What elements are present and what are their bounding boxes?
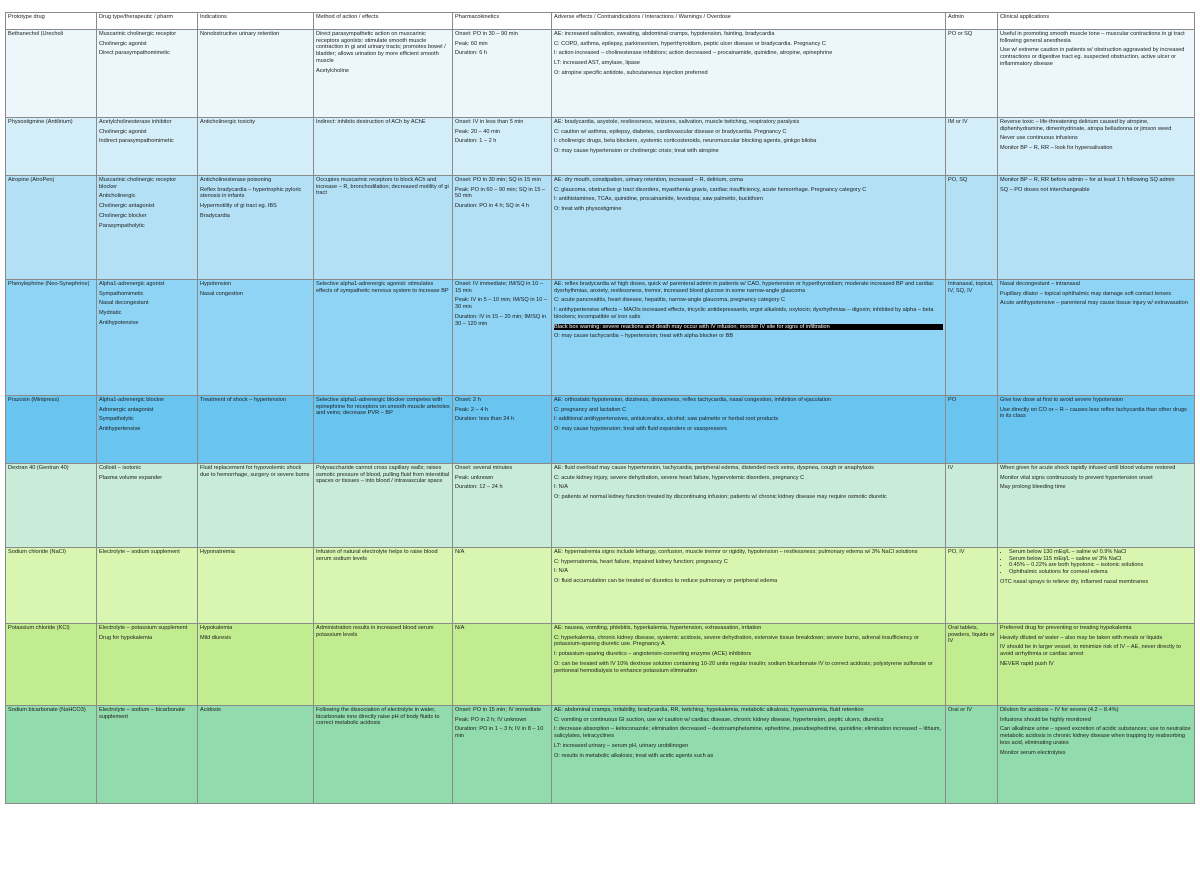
cell-text: Cholinergic agonist	[99, 40, 147, 47]
cell-pharmacokinetics	[453, 706, 552, 804]
table-body	[6, 30, 1195, 804]
cell-text: Duration: 6 h	[455, 50, 488, 57]
cell-text: Monitor serum electrolytes	[1000, 749, 1066, 756]
cell-text: PO, IV	[948, 549, 965, 555]
cell-text: Duration: PO in 1 – 3 h; IV in 8 – 10 min	[455, 726, 544, 740]
cell-text: Phenylephrine (Neo-Synephrine)	[8, 281, 90, 287]
cell-text: Sodium chloride (NaCl)	[8, 549, 66, 555]
cell-text: Antihypertensive	[99, 426, 141, 433]
cell-text: When given for acute shock rapidly infused until blood volume restored	[1000, 465, 1176, 471]
cell-text: Potassium chloride (KCl)	[8, 625, 70, 631]
cell-text: I: cholinergic drugs, beta blockers, systemic corticosteroids, neuromuscular blocking agents, ginkgo biloba	[554, 138, 817, 145]
cell-clinical-applications	[998, 548, 1195, 624]
cell-text: I: antihypertensive effects – MAOIs increased effects, tricyclic antidepressants, ergot alkaloids, oxytocin; dysrhythmias – digoxin; inhibited by alpha – beta blockers; incompatible w/ iron salts	[554, 307, 934, 320]
cell-text: I: action increased – cholinesterase inhibitors; action decreased – procainamide, quinidine, atropine, epinephrine	[554, 50, 833, 57]
cell-text: Selective alpha1-adrenergic agonist: stimulates effects of sympathetic nervous system to increase BP	[316, 281, 449, 294]
cell-text: C: acute pancreatitis, heart disease, hepatitis, narrow-angle glaucoma, pregnancy category C	[554, 297, 786, 304]
cell-text: AE: orthostatic hypotension, dizziness, drowsiness, reflex tachycardia, nasal congestion, inhibition of ejaculation	[554, 397, 832, 403]
cell-text: OTC nasal sprays to relieve dry, inflamed nasal membranes	[1000, 578, 1149, 585]
cell-text: O: treat with physostigmine	[554, 206, 622, 213]
bullet-list	[1009, 549, 1192, 576]
cell-adverse-effects	[552, 396, 946, 464]
cell-text: Peak: PO in 2 h; IV unknown	[455, 716, 527, 723]
cell-text: Nasal decongestant – intranasal	[1000, 281, 1080, 287]
cell-text: Never use continuous infusions	[1000, 135, 1078, 142]
cell-text: LT: increased urinary – serum pH, urinary urobilinogen	[554, 742, 689, 749]
table-row	[6, 706, 1195, 804]
cell-clinical-applications	[998, 706, 1195, 804]
cell-text: Atropine (AtroPen)	[8, 177, 55, 183]
cell-text: I: potassium-sparing diuretics – angiotensin-converting enzyme (ACE) inhibitors	[554, 651, 752, 658]
cell-text: Fluid replacement for hypovolemic shock due to hemorrhage, surgery or severe burns	[200, 465, 310, 478]
cell-text: Peak: 20 – 40 min	[455, 128, 501, 135]
cell-text: Duration: 1 – 2 h	[455, 138, 497, 145]
cell-adverse-effects	[552, 176, 946, 280]
cell-text: Acetylcholinesterase inhibitor	[99, 119, 172, 125]
cell-adverse-effects	[552, 464, 946, 548]
cell-text: I: decrease absorption – ketoconazole; elimination decreased – dextroamphetamine, ephedrine, pseudoephedrine, quinidine; elimination increased – lithium, salicylates, tetracyclines	[554, 726, 942, 740]
cell-text: Intranasal, topical, IV, SQ, IV	[948, 281, 994, 294]
table-header	[6, 13, 1195, 30]
cell-text: PO	[948, 397, 957, 403]
cell-prototype-drug	[6, 624, 97, 706]
cell-admin	[946, 118, 998, 176]
cell-text: Peak: 60 min	[455, 40, 488, 47]
cell-text: NEVER rapid push IV	[1000, 660, 1054, 667]
cell-prototype-drug	[6, 548, 97, 624]
cell-method-of-action	[314, 464, 453, 548]
cell-text: N/A	[455, 549, 465, 555]
cell-method-of-action	[314, 118, 453, 176]
table-row	[6, 548, 1195, 624]
table-row	[6, 118, 1195, 176]
cell-text: Onset: IV immediate; IM/SQ in 10 – 15 min	[455, 281, 543, 294]
cell-text: Reflex bradycardia – hypertrophic pyloric stenosis in infants	[200, 186, 302, 200]
cell-method-of-action	[314, 280, 453, 396]
cell-text: Onset: several minutes	[455, 465, 513, 471]
cell-text: C: caution w/ asthma, epilepsy, diabetes, cardiovascular disease or bradycardia. Pregnancy C	[554, 128, 787, 135]
col-header-prototype-drug: Prototype drug	[6, 13, 97, 30]
cell-text: Parasympatholytic	[99, 222, 145, 229]
cell-text: Acetylcholine	[316, 67, 349, 74]
cell-text: Colloid – isotonic	[99, 465, 142, 471]
cell-text: • Ophthalmic solutions for corneal edema	[1009, 569, 1192, 576]
table-row	[6, 30, 1195, 118]
col-header-method-of-action: Method of action / effects	[314, 13, 453, 30]
cell-admin	[946, 396, 998, 464]
cell-text: Alpha1-adrenergic blocker	[99, 397, 165, 403]
cell-text: Plasma volume expander	[99, 474, 163, 481]
cell-pharmacokinetics	[453, 30, 552, 118]
cell-indications	[198, 396, 314, 464]
cell-drug-type	[97, 548, 198, 624]
cell-adverse-effects	[552, 706, 946, 804]
cell-text: Following the dissociation of electrolyte in water, bicarbonate ions directly raise pH of body fluids to correct metabolic acidosis	[316, 707, 440, 727]
cell-drug-type	[97, 30, 198, 118]
cell-text: Mild diuresis	[200, 634, 232, 641]
cell-text: Infusion of natural electrolyte helps to raise blood serum sodium levels	[316, 549, 438, 562]
cell-text: Bethanechol (Urecholi	[8, 31, 64, 37]
cell-adverse-effects	[552, 624, 946, 706]
cell-text: Dilution for acidosis – IV for severe (4.2 – 8.4%)	[1000, 707, 1119, 713]
cell-pharmacokinetics	[453, 548, 552, 624]
cell-text: Preferred drug for preventing or treating hypokalemia	[1000, 625, 1132, 631]
cell-method-of-action	[314, 396, 453, 464]
cell-method-of-action	[314, 30, 453, 118]
cell-admin	[946, 548, 998, 624]
cell-text: Anticholinesterase poisoning	[200, 177, 272, 183]
col-header-indications: Indications	[198, 13, 314, 30]
cell-pharmacokinetics	[453, 280, 552, 396]
cell-text: Onset: PO in 15 min; IV immediate	[455, 707, 542, 713]
cell-text: • Serum below 130 mEq/L – saline w/ 0.9% NaCl	[1009, 549, 1192, 556]
cell-text: Can alkalinize urine – speed excretion of acidic substances; use to neutralize metabolic acidosis in chronic kidney disease when trapping by reabsorbing less acid, eliminating urates	[1000, 726, 1191, 746]
col-header-drug-type: Drug type/therapeutic / pharm	[97, 13, 198, 30]
cell-text: Electrolyte – potassium supplement	[99, 625, 188, 631]
cell-text: Polysaccharide cannot cross capillary walls; raises osmotic pressure of blood, pulling fluid from interstitial spaces or tissues – into blood / intravascular space	[316, 465, 450, 485]
cell-text: Muscarinic cholinergic receptor	[99, 31, 177, 37]
cell-text: Administration results in increased blood serum potassium levels	[316, 625, 434, 638]
cell-text: Oral tablets, powders, liquids or IV	[948, 625, 995, 645]
cell-text: O: patients w/ normal kidney function treated by discontinuing infusion; patients w/ chronic kidney disease may require osmotic diuretic	[554, 494, 887, 501]
cell-text: Dextran 40 (Gentran 40)	[8, 465, 69, 471]
table-row	[6, 464, 1195, 548]
cell-indications	[198, 176, 314, 280]
cell-adverse-effects	[552, 280, 946, 396]
cell-text: Treatment of shock – hypertension	[200, 397, 286, 403]
cell-clinical-applications	[998, 30, 1195, 118]
cell-text: Hypokalemia	[200, 625, 233, 631]
table-row	[6, 280, 1195, 396]
cell-text: AE: increased salivation, sweating, abdominal cramps, hypotension, fainting, bradycardia	[554, 31, 775, 37]
cell-indications	[198, 118, 314, 176]
cell-text: Hypotension	[200, 281, 232, 287]
cell-text: Monitor BP – R, RR – look for hypersalivation	[1000, 145, 1113, 152]
cell-text: C: hypernatremia, heart failure, impaired kidney function; pregnancy C	[554, 558, 728, 565]
cell-text: May prolong bleeding time	[1000, 484, 1066, 491]
cell-adverse-effects	[552, 118, 946, 176]
cell-text: Indirect: inhibits destruction of ACh by AChE	[316, 119, 426, 125]
cell-drug-type	[97, 280, 198, 396]
cell-text: Direct parasympathetic action on muscarinic receptors agonists: stimulate smooth muscle contraction in gi and urinary tracts; promotes bowel / bladder; allows urination by more efficient smooth muscle	[316, 31, 446, 64]
table-row	[6, 176, 1195, 280]
cell-indications	[198, 464, 314, 548]
cell-text: Peak: 2 – 4 h	[455, 406, 488, 413]
cell-pharmacokinetics	[453, 176, 552, 280]
cell-text: AE: dry mouth, constipation, urinary retention, increased – R, delirium, coma	[554, 177, 744, 183]
cell-text: IV	[948, 465, 954, 471]
cell-text: Duration: PO in 4 h; SQ in 4 h	[455, 203, 529, 210]
cell-clinical-applications	[998, 464, 1195, 548]
cell-prototype-drug	[6, 396, 97, 464]
cell-text: Acidosis	[200, 707, 221, 713]
cell-text: C: glaucoma, obstructive gi tract disorders, myasthenia gravis, cardiac insufficiency, acute hemorrhage. Pregnancy category C	[554, 186, 867, 193]
cell-text: O: may cause hypotension; treat with fluid expanders or vasopressors	[554, 426, 727, 433]
cell-text: Pupillary dilator – topical ophthalmic may damage soft contact lenses	[1000, 290, 1172, 297]
cell-text: Onset: IV in less than 5 min	[455, 119, 524, 125]
cell-text: AE: nausea, vomiting, phlebitis, hyperkalemia, hypertension, extravasation, irritation	[554, 625, 762, 631]
cell-text: Give low dose at first to avoid severe hypotension	[1000, 397, 1124, 403]
cell-text: AE: bradycardia, asystole, restlessness, seizures, salivation, muscle twitching, respiratory paralysis	[554, 119, 800, 125]
cell-text: IV should be in larger vessel, to minimize risk of IV – AE, never directly to avoid arrhythmia or cardiac arrest	[1000, 644, 1181, 658]
cell-text: Drug for hypokalemia	[99, 634, 153, 641]
cell-prototype-drug	[6, 464, 97, 548]
cell-text: Nasal congestion	[200, 290, 243, 297]
cell-text: O: can be treated with IV 10% dextrose solution containing 10-20 units regular insulin; sodium bicarbonate IV to correct acidosis; polystyrene sulfonate or peritoneal hemodialysis to enhance potassium elimination	[554, 660, 933, 674]
cell-text: Adrenergic antagonist	[99, 406, 154, 413]
cell-text: C: vomiting or continuous GI suction, use w/ caution w/ cardiac disease, chronic kidney disease, hypertension, peptic ulcers, diuretics	[554, 716, 884, 723]
cell-drug-type	[97, 464, 198, 548]
cell-text: IM or IV	[948, 119, 968, 125]
cell-text: Mydriatic	[99, 310, 122, 317]
cell-admin	[946, 176, 998, 280]
cell-text: Electrolyte – sodium supplement	[99, 549, 180, 555]
cell-text: Duration: less than 24 h	[455, 416, 515, 423]
cell-clinical-applications	[998, 176, 1195, 280]
col-header-admin: Admin	[946, 13, 998, 30]
cell-text: Peak: unknown	[455, 474, 494, 481]
cell-text: Direct parasympathomimetic	[99, 50, 170, 57]
cell-pharmacokinetics	[453, 118, 552, 176]
cell-text: AE: abdominal cramps, irritability, bradycardia, RR, twitching, hypokalemia, metabolic alkalosis, hypernatremia, fluid retention	[554, 707, 864, 713]
cell-text: Monitor vital signs continuously to prevent hypertension onset	[1000, 474, 1153, 481]
cell-text: Cholinergic antagonist	[99, 203, 155, 210]
cell-pharmacokinetics	[453, 396, 552, 464]
cell-drug-type	[97, 176, 198, 280]
cell-text: Sodium bicarbonate (NaHCO3)	[8, 707, 86, 713]
header-row	[6, 13, 1195, 30]
cell-adverse-effects	[552, 30, 946, 118]
cell-text: O: results in metabolic alkalosis; treat with acidic agents such as	[554, 752, 714, 759]
cell-text: Use w/ extreme caution in patients w/ obstruction aggravated by increased contractions or digestive tract eg. suspected obstruction, active ulcer or inflammatory disease	[1000, 47, 1185, 67]
cell-indications	[198, 30, 314, 118]
cell-indications	[198, 706, 314, 804]
cell-text: C: acute kidney injury, severe dehydration, severe heart failure, hypervolemic disorders, pregnancy C	[554, 474, 805, 481]
cell-admin	[946, 706, 998, 804]
cell-text: I: additional antihypertensives, antiulceratics, alcohol; saw palmetto or herbal root products	[554, 416, 779, 423]
cell-text: Anticholinergic toxicity	[200, 119, 256, 125]
cell-text: Antihypotensive	[99, 319, 139, 326]
col-header-adverse-effects: Adverse effects / Contraindications / Interactions / Warnings / Overdose	[552, 13, 946, 30]
cell-text: Infusions should be highly monitored	[1000, 716, 1091, 723]
cell-clinical-applications	[998, 624, 1195, 706]
cell-text: C: COPD, asthma, epilepsy, parkinsonism, hyperthyroidism, peptic ulcer disease or bradycardia. Pregnancy C	[554, 40, 826, 47]
cell-prototype-drug	[6, 706, 97, 804]
cell-text: Indirect parasympathomimetic	[99, 138, 174, 145]
cell-admin	[946, 624, 998, 706]
cell-text: C: pregnancy and lactation C	[554, 406, 627, 413]
cell-text: • Serum below 115 mEq/L – saline w/ 3% NaCl	[1009, 556, 1192, 563]
cell-method-of-action	[314, 706, 453, 804]
cell-text: O: may cause tachycardia – hypertension; treat with alpha blocker or BB	[554, 333, 734, 340]
cell-text: Sympatholytic	[99, 416, 134, 423]
cell-text: Duration: 12 – 24 h	[455, 484, 503, 491]
table-row	[6, 624, 1195, 706]
cell-admin	[946, 30, 998, 118]
cell-text: Oral or IV	[948, 707, 972, 713]
cell-text: Peak: IV in 5 – 10 min; IM/SQ in 10 – 30 min	[455, 297, 548, 311]
cell-indications	[198, 624, 314, 706]
cell-text: Anticholinergic	[99, 193, 136, 200]
col-header-clinical-applications: Clinical applications	[998, 13, 1195, 30]
cell-drug-type	[97, 396, 198, 464]
cell-text: Nasal decongestant	[99, 300, 149, 307]
cell-text: Hypermotility of gi tract eg. IBS	[200, 203, 277, 210]
cell-text: Heavily diluted w/ water – also may be taken with meals or liquids	[1000, 634, 1163, 641]
cell-text: I: N/A	[554, 484, 568, 491]
cell-method-of-action	[314, 624, 453, 706]
table-row	[6, 396, 1195, 464]
cell-text: Electrolyte – sodium – bicarbonate supplement	[99, 707, 185, 720]
cell-text: AE: fluid overload may cause hypertension, tachycardia, peripheral edema, distended neck veins, dyspnea, cough or anaphylaxis	[554, 465, 874, 471]
cell-text: Prazosin (Minipress)	[8, 397, 59, 403]
cell-clinical-applications	[998, 396, 1195, 464]
cell-drug-type	[97, 118, 198, 176]
cell-text: Cholinergic agonist	[99, 128, 147, 135]
cell-text: Nonobstructive urinary retention	[200, 31, 280, 37]
cell-clinical-applications	[998, 280, 1195, 396]
cell-clinical-applications	[998, 118, 1195, 176]
cell-text: PO or SQ	[948, 31, 973, 37]
drug-table	[5, 12, 1195, 804]
cell-text: • 0.45% – 0.22% are both hypotonic – isotonic solutions	[1009, 562, 1192, 569]
cell-text: Onset: PO in 30 min; SQ in 15 min	[455, 177, 541, 183]
cell-admin	[946, 280, 998, 396]
cell-text: Black box warning: severe reactions and death may occur with IV infusion; monitor IV site for signs of infiltration	[554, 324, 943, 331]
cell-drug-type	[97, 624, 198, 706]
cell-text: Onset: PO in 30 – 90 min	[455, 31, 518, 37]
cell-text: I: antihistamines, TCAs, quinidine, procainamide, levodopa; saw palmetto, buckthorn	[554, 196, 764, 203]
cell-text: LT: increased AST, amylase, lipase	[554, 60, 641, 67]
col-header-pharmacokinetics: Pharmacokinetics	[453, 13, 552, 30]
cell-text: Acute antihypotensive – parenteral may cause tissue injury w/ extravasation	[1000, 300, 1188, 307]
cell-text: Muscarinic cholinergic receptor blocker	[99, 177, 177, 190]
cell-text: Onset: 2 h	[455, 397, 481, 403]
cell-indications	[198, 548, 314, 624]
cell-text: Bradycardia	[200, 212, 230, 219]
cell-pharmacokinetics	[453, 464, 552, 548]
cell-text: PO, SQ	[948, 177, 968, 183]
cell-text: Occupies muscarinic receptors to block ACh and increase – R, bronchodilation; decreased motility of gi tract	[316, 177, 449, 197]
cell-text: Selective alpha1-adrenergic blocker competes with epinephrine for receptors on smooth muscle arterioles and veins; decrease PVR – BP	[316, 397, 450, 417]
cell-text: Reverse toxic – life-threatening delirium caused by atropine, diphenhydramine, dimenhydrinate, atropa belladonna or jimson weed	[1000, 119, 1172, 132]
cell-prototype-drug	[6, 176, 97, 280]
cell-text: Alpha1-adrenergic agonist	[99, 281, 165, 287]
cell-text: AE: hypernatremia signs include lethargy, confusion, muscle tremor or rigidity, hypotension – restlessness; pulmonary edema w/ 3% NaCl solutions	[554, 549, 918, 555]
cell-prototype-drug	[6, 30, 97, 118]
cell-text: Useful in promoting smooth muscle tone – muscular contractions in gi tract following general anesthesia	[1000, 31, 1185, 44]
cell-text: C: hyperkalemia, chronic kidney disease, systemic acidosis, severe dehydration, extensive tissue breakdown; severe burns, adrenal insufficiency or potassium-sparing diuretic use. Pregnancy A	[554, 634, 919, 648]
cell-prototype-drug	[6, 118, 97, 176]
cell-text: Physostigmine (Antilirium)	[8, 119, 73, 125]
cell-method-of-action	[314, 548, 453, 624]
cell-pharmacokinetics	[453, 624, 552, 706]
cell-text: Monitor BP – R, RR before admin – for at least 1 h following SQ admin	[1000, 177, 1175, 183]
cell-drug-type	[97, 706, 198, 804]
cell-text: Sympathomimetic	[99, 290, 144, 297]
cell-text: Hyponatremia	[200, 549, 235, 555]
cell-prototype-drug	[6, 280, 97, 396]
cell-method-of-action	[314, 176, 453, 280]
cell-text: O: may cause hypertension or cholinergic crisis; treat with atropine	[554, 148, 719, 155]
cell-text: Use directly on CO or – R – causes less reflex tachycardia than other drugs in its class	[1000, 406, 1187, 420]
cell-admin	[946, 464, 998, 548]
cell-text: SQ – PO doses not interchangeable	[1000, 186, 1090, 193]
cell-text: O: atropine specific antidote, subcutaneous injection preferred	[554, 69, 708, 76]
cell-adverse-effects	[552, 548, 946, 624]
cell-indications	[198, 280, 314, 396]
cell-text: AE: reflex bradycardia w/ high doses, quick w/ parenteral admin in patients w/ CAD, hypertension or hyperthyroidism; moderate increased BP and cardiac dysrhythmias, anxiety, restlessness, tremor, increased blood glucose in some narrow-angle glaucoma	[554, 281, 934, 294]
cell-text: Peak: PO in 60 – 90 min; SQ in 15 – 50 min	[455, 186, 546, 200]
cell-text: O: fluid accumulation can be treated w/ diuretics to reduce pulmonary or peripheral edema	[554, 578, 778, 585]
cell-text: Cholinergic blocker	[99, 212, 147, 219]
cell-text: N/A	[455, 625, 465, 631]
cell-text: I: N/A	[554, 568, 568, 575]
cell-text: Duration: IV in 15 – 20 min; IM/SQ in 30 – 120 min	[455, 313, 547, 327]
